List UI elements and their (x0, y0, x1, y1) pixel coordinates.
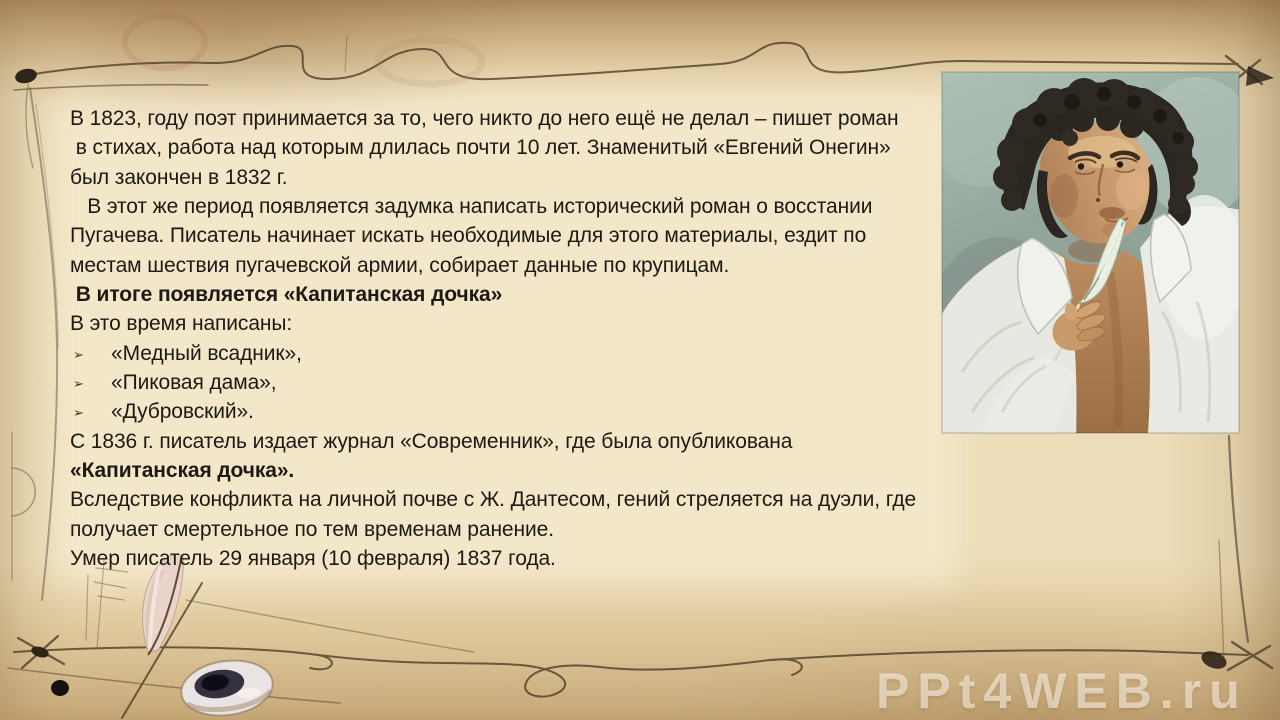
list-item (70, 339, 960, 368)
list-item-text: «Медный всадник», (111, 341, 302, 365)
list-item-text: «Дубровский». (111, 400, 254, 424)
bullet-arrow-icon: ➢ (73, 376, 84, 392)
text-line: был закончен в 1832 г. (70, 165, 288, 189)
ink-dot (51, 680, 69, 696)
text-line-emphasis: «Капитанская дочка». (70, 459, 295, 483)
text-line: получает смертельное по тем временам ранение. (70, 517, 554, 541)
bullet-arrow-icon: ➢ (73, 346, 84, 362)
text-line: Умер писатель 29 января (10 февраля) 1837 года. (70, 547, 556, 571)
inkwell-sketch (178, 655, 277, 720)
watermark-logo: PPt4WEB.ru (876, 663, 1248, 719)
text-line: В 1823, году поэт принимается за то, чего никто до него ещё не делал – пишет роман (70, 107, 899, 130)
text-line: В это время написаны: (70, 312, 293, 336)
pushkin-portrait-painting (942, 72, 1239, 433)
list-item-text: «Пиковая дама», (111, 371, 277, 395)
list-item (70, 397, 960, 426)
bullet-arrow-icon: ➢ (73, 405, 84, 421)
slide-body-text (70, 104, 960, 574)
text-line: В этот же период появляется задумка написать исторический роман о восстании (70, 195, 873, 219)
text-line-emphasis: В итоге появляется «Капитанская дочка» (70, 283, 503, 307)
text-line: Вследствие конфликта на личной почве с Ж. Дантесом, гений стреляется на дуэли, где (70, 488, 917, 512)
text-line: в стихах, работа над которым длилась почти 10 лет. Знаменитый «Евгений Онегин» (70, 136, 891, 160)
text-line: Пугачева. Писатель начинает искать необходимые для этого материалы, ездит по (70, 224, 867, 248)
list-item (70, 368, 960, 397)
text-line: С 1836 г. писатель издает журнал «Современник», где была опубликована (70, 429, 793, 453)
text-line: местам шествия пугачевской армии, собирает данные по крупицам. (70, 253, 730, 277)
